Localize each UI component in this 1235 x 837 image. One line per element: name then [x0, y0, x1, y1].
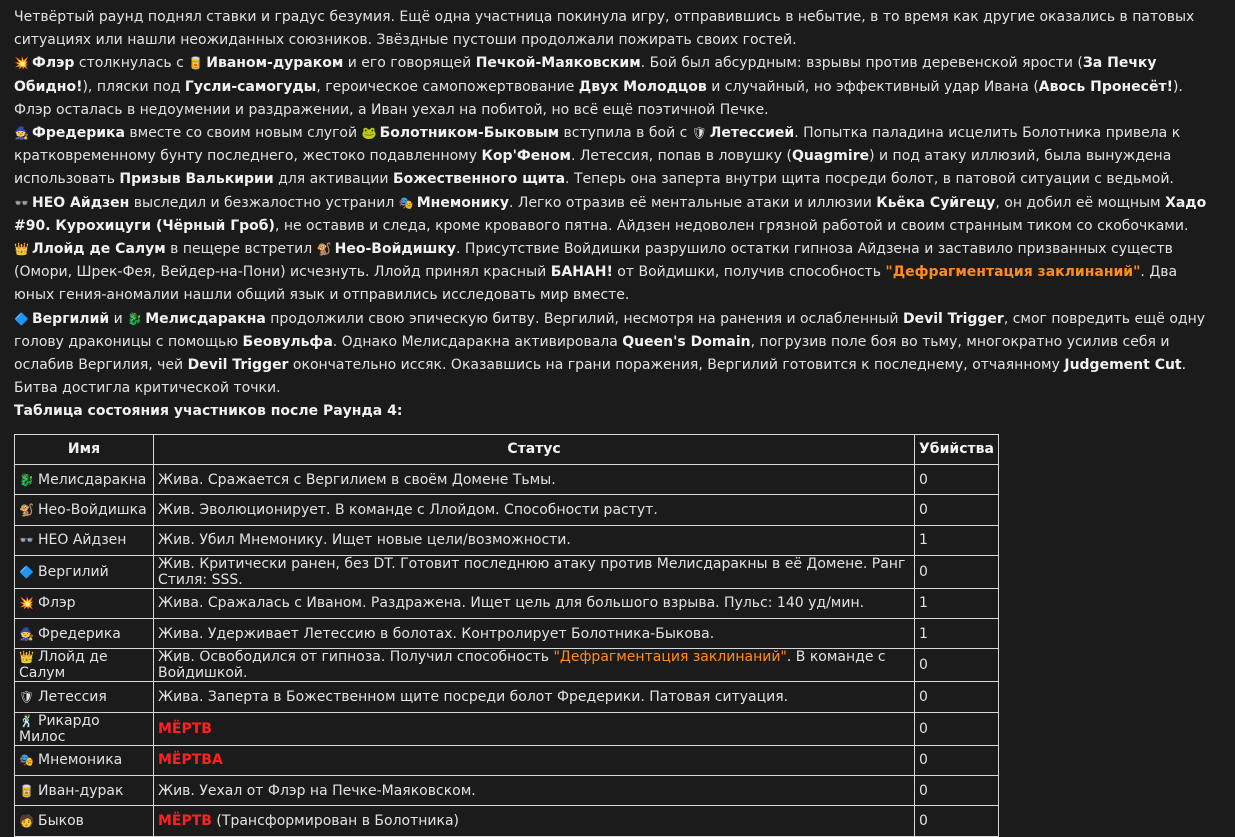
- text-span: . Однако Мелисдаракна активировала: [332, 333, 623, 350]
- header-kills: Убийства: [915, 434, 999, 464]
- text-span: продолжили свою эпическую битву. Вергилий, несмотря на ранения и ослабленный: [265, 310, 903, 327]
- text-span: от Войдишки, получив способность: [612, 264, 886, 281]
- text-span: . Присутствие Войдишки разрушило остатки гипноза Айдзена и заставило призванных существ (Омори, Шрек-Фея, Вейдер-на-Пони) исчезнуть. Ллойд принял красный: [14, 241, 1173, 281]
- cell-status: Жива. Удерживает Летессию в болотах. Контролирует Болотника-Быкова.: [154, 619, 915, 649]
- cell-name: [15, 619, 154, 649]
- cell-name: [15, 745, 154, 775]
- cell-kills: 0: [915, 495, 999, 525]
- text-span: . Битва достигла критической точки.: [14, 357, 1187, 397]
- participant-name: Вергилий: [38, 563, 109, 580]
- participant-name: Нео-Войдишка: [38, 501, 147, 518]
- glasses-icon: 👓: [19, 533, 34, 548]
- text-span: ), пляски под: [82, 78, 185, 95]
- bold-text: Нео-Войдишку: [334, 241, 457, 258]
- text-span: , погрузив поле боя во тьму, многократно усилив себя и ослабив Вергилия, чей: [14, 333, 1170, 374]
- emoji-icon: 🥫: [188, 56, 204, 71]
- participant-name: Летессия: [38, 689, 107, 706]
- bold-text: Печкой-Маяковским: [475, 55, 641, 72]
- table-row: [15, 464, 999, 494]
- cell-status: [154, 745, 915, 775]
- bold-text: БАНАН!: [550, 264, 613, 281]
- cell-kills: 0: [915, 555, 999, 588]
- text-span: ) и под атаку иллюзий, была вынуждена использовать: [14, 148, 1172, 188]
- text-span: . Попытка паладина исцелить Болотника привела к кратковременному бунту последнего, жестоко подавленному: [14, 125, 1181, 165]
- emoji-icon: 🐉: [127, 311, 143, 326]
- bold-text: Божественного щита: [392, 171, 566, 188]
- text-span: . Бой был абсурдным: взрывы против деревенской ярости (: [640, 55, 1083, 72]
- bold-text: Devil Trigger: [902, 310, 1004, 327]
- story-paragraph: [14, 308, 1221, 401]
- story-paragraph: [14, 52, 1221, 122]
- text-span: вместе со своим новым слугой: [124, 125, 362, 142]
- text-span: Четвёртый раунд поднял ставки и градус безумия. Ещё одна участница покинула игру, отправившись в небытие, в то время как другие оказались в патовых ситуациях или нашли неожиданных союзников. Звёздные пустоши продолжали пожирать своих гостей.: [14, 9, 1195, 49]
- bold-text: Quagmire: [791, 148, 870, 165]
- participant-name: Иван-дурак: [38, 782, 124, 799]
- cell-status: Жив. Эволюционирует. В команде с Ллойдом. Способности растут.: [154, 495, 915, 525]
- participant-name: Фредерика: [38, 625, 121, 642]
- table-header-row: [15, 434, 999, 464]
- cell-name: [15, 649, 154, 682]
- participant-name: НЕО Айдзен: [38, 532, 127, 549]
- text-span: для активации: [273, 171, 393, 188]
- cell-kills: 0: [915, 682, 999, 712]
- bold-text: Devil Trigger: [187, 357, 289, 374]
- blue-diamond-icon: 🔷: [19, 564, 34, 579]
- text-span: окончательно иссяк. Оказавшись на грани поражения, Вергилий готовится к последнему, отчаянному: [288, 357, 1065, 374]
- dead-badge: МЁРТВ: [158, 720, 212, 737]
- text-span: и случайный, но эффективный удар Ивана (: [706, 78, 1039, 95]
- cell-status: Жив. Уехал от Флэр на Печке-Маяковском.: [154, 776, 915, 806]
- bold-text: Вергилий: [32, 310, 110, 327]
- text-span: , героическое самопожертвование: [316, 78, 579, 95]
- cell-status: МЁРТВ (Трансформирован в Болотника): [154, 806, 915, 836]
- table-row: [15, 776, 999, 806]
- participant-name: Рикардо Милос: [19, 712, 100, 745]
- mage-icon: 🧙: [19, 626, 34, 641]
- table-row: [15, 806, 999, 836]
- cell-status: Жив. Освободился от гипноза. Получил способность "Дефрагментация заклинаний". В команде с Войдишкой.: [154, 649, 915, 682]
- dead-badge: МЁРТВА: [158, 752, 223, 769]
- text-span: , он добил её мощным: [995, 194, 1166, 211]
- highlight-text: "Дефрагментация заклинаний": [553, 649, 787, 666]
- bold-text: За Печку Обидно!: [14, 55, 1157, 95]
- cell-kills: 0: [915, 464, 999, 494]
- table-row: [15, 495, 999, 525]
- bold-text: Летессией: [709, 125, 795, 142]
- story-paragraph: [14, 122, 1221, 192]
- emoji-icon: 💥: [14, 56, 29, 71]
- shield-icon: 🛡: [19, 690, 35, 705]
- cell-kills: 0: [915, 776, 999, 806]
- story-paragraph: [14, 6, 1221, 52]
- cell-kills: 1: [915, 619, 999, 649]
- text-span: ). Флэр осталась в недоумении и раздражении, а Иван уехал на побитой, но всё ещё поэтичной Печке.: [14, 78, 1183, 118]
- bold-text: Двух Молодцов: [578, 78, 707, 95]
- bold-text: Кьёка Суйгецу: [876, 194, 996, 211]
- cell-kills: 1: [915, 525, 999, 555]
- bold-text: Беовульфа: [242, 333, 333, 350]
- bold-text: Judgement Cut: [1064, 357, 1182, 374]
- bold-text: Ллойд де Салум: [32, 241, 166, 258]
- text-span: вступила в бой с: [559, 125, 692, 142]
- bold-text: Кор'Феном: [481, 148, 571, 165]
- dead-badge: МЁРТВ: [158, 812, 212, 829]
- story-text: [14, 6, 1221, 400]
- bold-text: Фредерика: [32, 125, 125, 142]
- participant-name: Флэр: [38, 595, 76, 612]
- table-row: [15, 745, 999, 775]
- story-paragraph: [14, 238, 1221, 308]
- table-row: [15, 682, 999, 712]
- cell-kills: 0: [915, 806, 999, 836]
- text-span: столкнулась с: [74, 55, 189, 72]
- table-row: [15, 619, 999, 649]
- bold-text: Призыв Валькирии: [119, 171, 274, 188]
- cell-name: [15, 525, 154, 555]
- cell-kills: 0: [915, 712, 999, 745]
- emoji-icon: 🐒: [316, 242, 332, 257]
- emoji-icon: 🧙: [14, 126, 29, 141]
- status-table: [14, 434, 999, 837]
- cell-name: [15, 806, 154, 836]
- story-paragraph: [14, 192, 1221, 238]
- table-row: [15, 555, 999, 588]
- cell-status: Жива. Заперта в Божественном щите посреди болот Фредерики. Патовая ситуация.: [154, 682, 915, 712]
- text-span: и: [109, 310, 128, 327]
- cell-name: [15, 464, 154, 494]
- cell-name: [15, 495, 154, 525]
- text-span: , смог повредить ещё одну голову драконицы с помощью: [14, 310, 1206, 350]
- bold-text: Иваном-дураком: [206, 55, 344, 72]
- cell-name: [15, 776, 154, 806]
- participant-name: Быков: [38, 812, 84, 829]
- monkey-icon: 🐒: [19, 502, 34, 517]
- participant-name: Ллойд де Салум: [19, 649, 108, 682]
- bold-text: Авось Пронесёт!: [1038, 78, 1173, 95]
- masks-icon: 🎭: [19, 753, 34, 768]
- text-span: в пещере встретил: [165, 241, 317, 258]
- bold-text: Болотником-Быковым: [379, 125, 560, 142]
- emoji-icon: 👑: [14, 242, 29, 257]
- header-status: Статус: [154, 434, 915, 464]
- dancer-icon: 🕺: [19, 713, 34, 728]
- dragon-icon: 🐉: [19, 472, 34, 487]
- person-icon: 🧑: [19, 813, 34, 828]
- text-span: . Два юных гения-аномалии нашли общий язык и отправились исследовать мир вместе.: [14, 264, 1178, 304]
- cell-status: Жива. Сражалась с Иваном. Раздражена. Ищет цель для большого взрыва. Пульс: 140 уд/мин.: [154, 588, 915, 618]
- bold-text: Хадо #90. Курохицуги (Чёрный Гроб): [14, 194, 1207, 234]
- cell-name: [15, 682, 154, 712]
- bold-text: НЕО Айдзен: [32, 194, 130, 211]
- cell-name: [15, 588, 154, 618]
- emoji-icon: 🔷: [14, 311, 29, 326]
- table-row: [15, 588, 999, 618]
- table-title: Таблица состояния участников после Раунда 4:: [14, 403, 403, 420]
- cell-status: [154, 712, 915, 745]
- table-row: [15, 525, 999, 555]
- explosion-icon: 💥: [19, 596, 34, 611]
- cell-status: Жив. Критически ранен, без DT. Готовит последнюю атаку против Мелисдаракны в её Домене. Ранг Стиля: SSS.: [154, 555, 915, 588]
- table-row: [15, 712, 999, 745]
- bold-text: Queen's Domain: [622, 333, 751, 350]
- cell-kills: 0: [915, 745, 999, 775]
- text-span: , не оставив и следа, кроме кровавого пятна. Айдзен недоволен грязной работой и своим странным тиком со скобочками.: [274, 217, 1189, 234]
- text-span: выследил и безжалостно устранил: [129, 194, 399, 211]
- participant-name: Мнемоника: [38, 752, 123, 769]
- text-span: . Теперь она заперта внутри щита посреди болот, в патовой ситуации с ведьмой.: [565, 171, 1174, 188]
- header-name: Имя: [15, 434, 154, 464]
- crown-icon: 👑: [19, 650, 34, 665]
- text-span: и его говорящей: [343, 55, 476, 72]
- cell-name: [15, 555, 154, 588]
- text-span: . Летессия, попав в ловушку (: [570, 148, 792, 165]
- bold-text: Мелисдаракна: [145, 310, 266, 327]
- cell-status: Жив. Убил Мнемонику. Ищет новые цели/возможности.: [154, 525, 915, 555]
- bold-text: Мнемонику: [416, 194, 510, 211]
- can-icon: 🥫: [19, 783, 34, 798]
- emoji-icon: 🐸: [361, 126, 377, 141]
- bold-text: Флэр: [32, 55, 75, 72]
- cell-kills: 0: [915, 649, 999, 682]
- cell-name: [15, 712, 154, 745]
- cell-kills: 1: [915, 588, 999, 618]
- highlight-text: "Дефрагментация заклинаний": [885, 264, 1141, 281]
- text-span: . Легко отразив её ментальные атаки и иллюзии: [509, 194, 877, 211]
- emoji-icon: 👓: [14, 195, 29, 210]
- emoji-icon: 🎭: [398, 195, 414, 210]
- cell-status: Жива. Сражается с Вергилием в своём Домене Тьмы.: [154, 464, 915, 494]
- participant-name: Мелисдаракна: [38, 471, 147, 488]
- table-row: [15, 649, 999, 682]
- bold-text: Гусли-самогуды: [184, 78, 317, 95]
- emoji-icon: 🛡: [691, 126, 708, 141]
